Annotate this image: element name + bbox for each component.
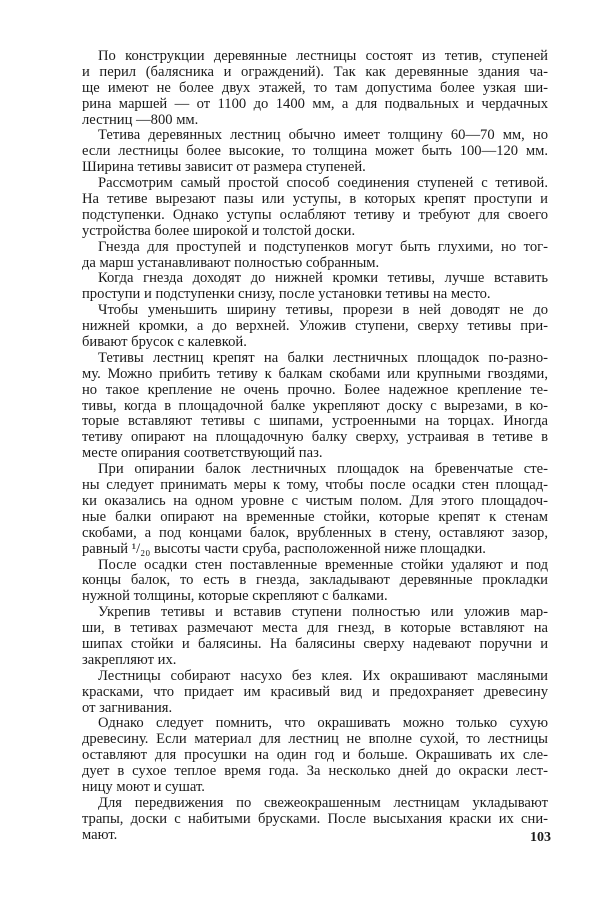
- paragraph: [82, 716, 548, 795]
- paragraph: [82, 558, 548, 606]
- text-line: нужной толщины, которые скрепляют с балками.: [82, 588, 388, 605]
- paragraph: [82, 462, 548, 557]
- text-line: По конструкции деревянные лестницы состоят из тетив, ступеней: [98, 48, 548, 64]
- text-line: При опирании балок лестничных площадок на бревенчатые сте-: [98, 461, 548, 478]
- text-line: Тетивы лестниц крепят на балки лестничных площадок по-разно-: [98, 349, 548, 366]
- text-line: оставляют для просушки на один год и больше. Окрашивать их сле-: [82, 747, 548, 764]
- text-line: Гнезда для проступей и подступенков могут быть глухими, но тог-: [98, 238, 548, 255]
- text-line: После осадки стен поставленные временные стойки удаляют и под: [98, 556, 548, 573]
- text-line: Укрепив тетивы и вставив ступени полностью или уложив мар-: [98, 604, 548, 621]
- text-line: красками, что придает им красивый вид и предохраняет древесину: [82, 683, 548, 700]
- text-line: да марш устанавливают полностью собранным.: [82, 254, 380, 271]
- text-line: тетиву опирают на площадочную балку сверху, устраивая в тетиве в: [82, 429, 548, 446]
- text-line: ши, в тетивах размечают места для гнезд, в которые вставляют на: [82, 620, 548, 637]
- text-line: если лестницы более высокие, то толщина может быть 100—120 мм.: [82, 143, 548, 160]
- paragraph: [82, 49, 548, 128]
- text-line: шипах стойки и балясины. На балясины сверху надевают поручни и: [82, 635, 548, 652]
- text-line: Когда гнезда доходят до нижней кромки тетивы, лучше вставить: [98, 270, 548, 287]
- text-line: нижней кромки, а до верхней. Уложив ступени, сверху тетивы при-: [82, 318, 548, 335]
- paragraph: [82, 303, 548, 351]
- text-line: бивают брусок с калевкой.: [82, 334, 247, 351]
- page-body-text: [82, 49, 548, 844]
- text-line: скобами, а под концами балок, врубленных в стену, оставляют зазор,: [82, 524, 548, 541]
- text-line: устройства более широкой и толстой доски.: [82, 222, 356, 239]
- text-line: мают.: [82, 826, 118, 843]
- text-line: лестниц —800 мм.: [82, 111, 199, 128]
- paragraph: [82, 271, 548, 303]
- text-line: ки оказались на одном уровне с чистым полом. Для этого площадоч-: [82, 492, 548, 509]
- text-line: древесину. Если материал для лестниц не вполне сухой, то лестницы: [82, 731, 548, 748]
- paragraph: [82, 240, 548, 272]
- text-line: равный ¹/₂₀ высоты части сруба, расположенной ниже площадки.: [82, 540, 486, 557]
- text-line: Ширина тетивы зависит от размера ступеней.: [82, 159, 366, 176]
- text-line: рина маршей — от 1100 до 1400 мм, а для подвальных и чердачных: [82, 95, 548, 112]
- text-line: подступенки. Однако уступы ослабляют тетиву и требуют для своего: [82, 206, 548, 223]
- text-line: но такое крепление не очень прочно. Более надежное крепление те-: [82, 381, 548, 398]
- text-line: проступи и подступенки снизу, после установки тетивы на место.: [82, 286, 491, 303]
- paragraph: [82, 351, 548, 462]
- text-line: Лестницы собирают насухо без клея. Их окрашивают масляными: [98, 667, 548, 684]
- text-line: ще имеют не более двух этажей, то там допустима более узкая ши-: [82, 79, 548, 96]
- text-line: закрепляют их.: [82, 651, 177, 668]
- paragraph: [82, 605, 548, 669]
- text-line: ны следует принимать меры к тому, чтобы после осадки стен площад-: [82, 477, 548, 494]
- text-line: месте опирания соответствующий паз.: [82, 445, 323, 462]
- text-line: тивы, когда в площадочной балке укрепляют доску с вырезами, в ко-: [82, 397, 548, 414]
- text-line: и перил (балясника и ограждений). Так как деревянные здания ча-: [82, 63, 548, 80]
- text-line: концы балок, то есть в гнезда, закладывают деревянные прокладки: [82, 572, 548, 589]
- text-line: ные балки опирают на временные стойки, которые крепят к стенам: [82, 508, 548, 525]
- text-line: торые вставляют тетивы с шипами, устроенными на торцах. Иногда: [82, 413, 548, 430]
- text-line: от загнивания.: [82, 699, 173, 716]
- paragraph: [82, 796, 548, 844]
- text-line: Чтобы уменьшить ширину тетивы, прорези в ней доводят не до: [98, 302, 548, 319]
- text-line: Для передвижения по свежеокрашенным лестницам укладывают: [98, 794, 548, 811]
- text-line: дует в сухое теплое время года. За несколько дней до окраски лест-: [82, 763, 548, 780]
- paragraph: [82, 128, 548, 176]
- text-line: му. Можно прибить тетиву к балкам скобами или крупными гвоздями,: [82, 365, 548, 382]
- text-line: ницу моют и сушат.: [82, 778, 205, 795]
- text-line: На тетиве вырезают пазы или уступы, в которых крепят проступи и: [82, 191, 548, 208]
- text-line: Однако следует помнить, что окрашивать можно только сухую: [98, 715, 548, 732]
- page-number: 103: [530, 830, 551, 845]
- text-line: Тетива деревянных лестниц обычно имеет толщину 60—70 мм, но: [98, 127, 548, 144]
- text-line: трапы, доски с набитыми брусками. После высыхания краски их сни-: [82, 810, 548, 827]
- paragraph: [82, 176, 548, 240]
- paragraph: [82, 669, 548, 717]
- text-line: Рассмотрим самый простой способ соединения ступеней с тетивой.: [98, 175, 548, 192]
